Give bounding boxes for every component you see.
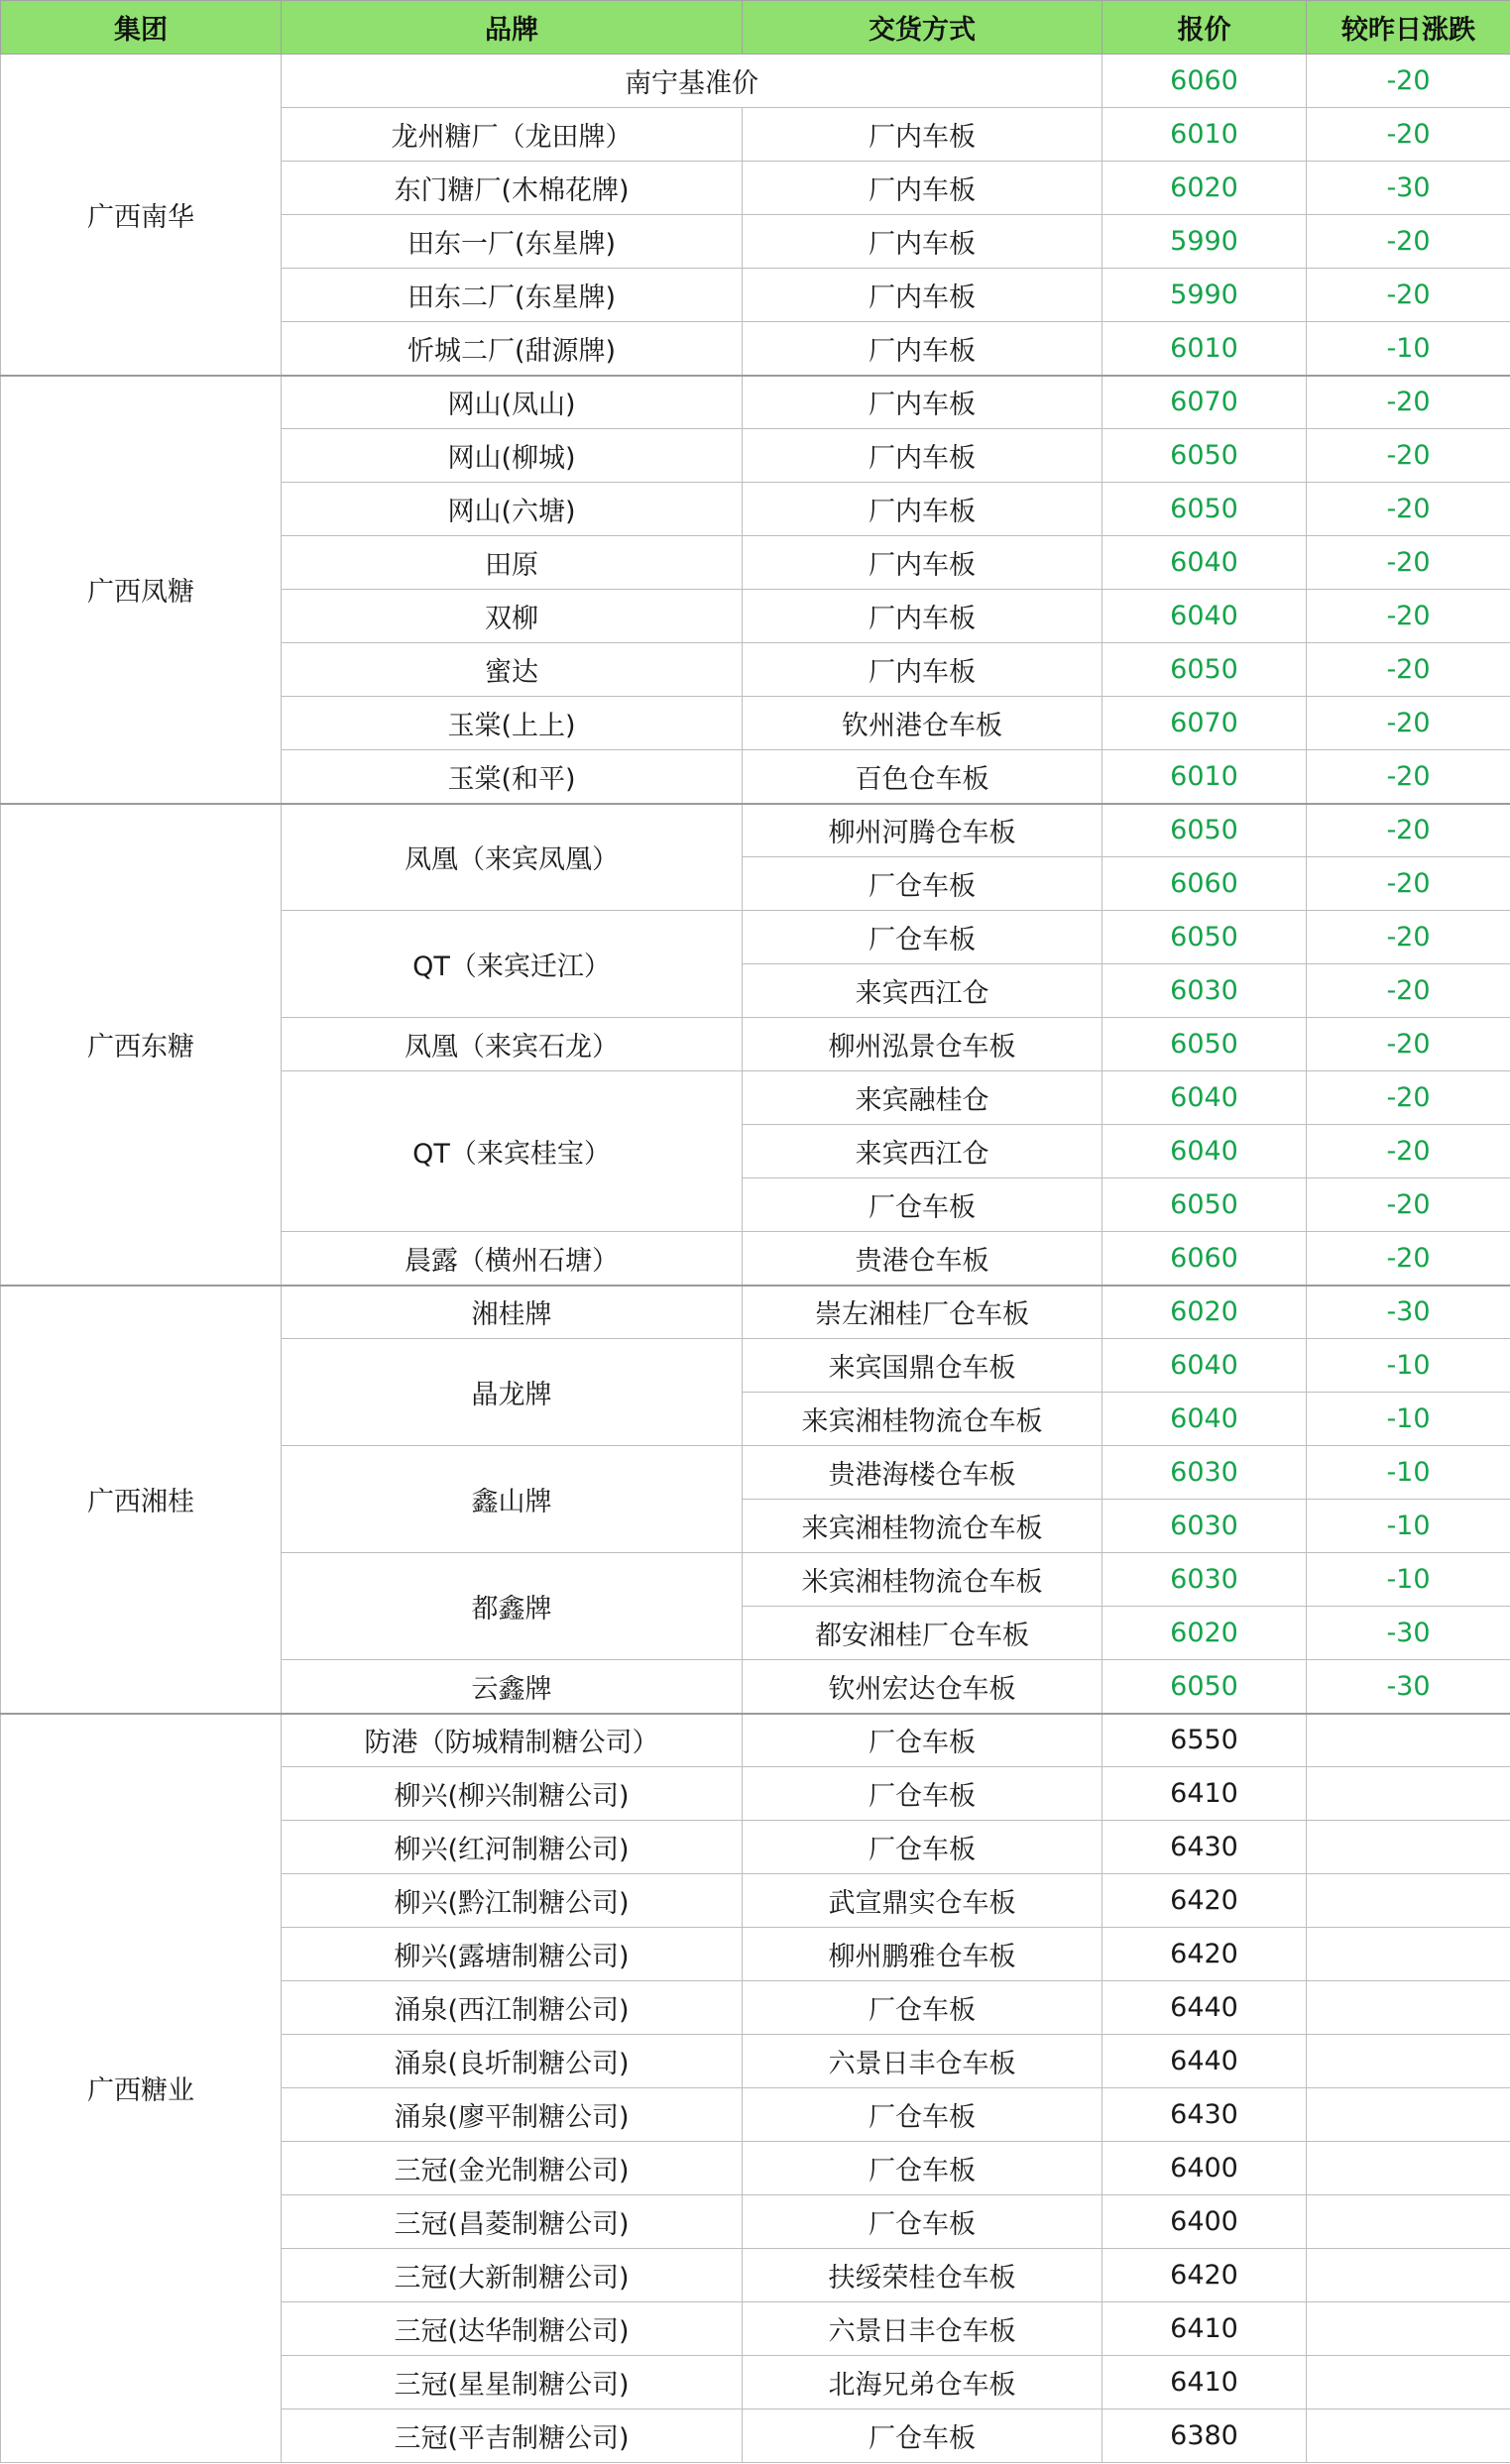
brand-cell: 三冠(大新制糖公司) bbox=[282, 2249, 743, 2302]
delivery-cell: 厂仓车板 bbox=[743, 1178, 1103, 1232]
change-cell: -10 bbox=[1307, 1553, 1510, 1607]
delivery-cell: 厂仓车板 bbox=[743, 2088, 1103, 2142]
delivery-cell: 柳州泓景仓车板 bbox=[743, 1018, 1103, 1071]
delivery-cell: 厂内车板 bbox=[743, 269, 1103, 322]
delivery-cell: 厂仓车板 bbox=[743, 1981, 1103, 2035]
change-cell: -20 bbox=[1307, 857, 1510, 911]
brand-cell: 柳兴(柳兴制糖公司) bbox=[282, 1767, 743, 1821]
delivery-cell: 扶绥荣桂仓车板 bbox=[743, 2249, 1103, 2302]
group-name-cell: 广西东糖 bbox=[1, 804, 282, 1286]
delivery-cell: 柳州鹏雅仓车板 bbox=[743, 1928, 1103, 1981]
group-name-cell: 广西糖业 bbox=[1, 1714, 282, 2463]
price-cell: 6050 bbox=[1103, 804, 1307, 857]
delivery-cell: 厂内车板 bbox=[743, 108, 1103, 162]
brand-cell: 三冠(金光制糖公司) bbox=[282, 2142, 743, 2195]
change-cell bbox=[1307, 2249, 1510, 2302]
brand-cell: QT（来宾桂宝） bbox=[282, 1071, 743, 1232]
price-cell: 6050 bbox=[1103, 429, 1307, 483]
change-cell: -20 bbox=[1307, 376, 1510, 429]
price-cell: 6440 bbox=[1103, 2035, 1307, 2088]
header-delivery: 交货方式 bbox=[743, 1, 1103, 55]
brand-cell: 南宁基准价 bbox=[282, 55, 1103, 108]
change-cell: -20 bbox=[1307, 911, 1510, 964]
delivery-cell: 贵港海楼仓车板 bbox=[743, 1446, 1103, 1500]
brand-cell: 三冠(昌菱制糖公司) bbox=[282, 2195, 743, 2249]
table-row bbox=[1, 376, 1510, 429]
change-cell: -20 bbox=[1307, 429, 1510, 483]
change-cell bbox=[1307, 2409, 1510, 2463]
change-cell: -20 bbox=[1307, 215, 1510, 269]
delivery-cell: 厂仓车板 bbox=[743, 1714, 1103, 1767]
delivery-cell: 都安湘桂厂仓车板 bbox=[743, 1607, 1103, 1660]
change-cell: -10 bbox=[1307, 1446, 1510, 1500]
brand-cell: 涌泉(良圻制糖公司) bbox=[282, 2035, 743, 2088]
price-cell: 6040 bbox=[1103, 590, 1307, 643]
price-cell: 6020 bbox=[1103, 162, 1307, 215]
brand-cell: 柳兴(露塘制糖公司) bbox=[282, 1928, 743, 1981]
brand-cell: 三冠(平吉制糖公司) bbox=[282, 2409, 743, 2463]
price-cell: 6010 bbox=[1103, 108, 1307, 162]
delivery-cell: 厂内车板 bbox=[743, 215, 1103, 269]
header-brand: 品牌 bbox=[282, 1, 743, 55]
delivery-cell: 来宾融桂仓 bbox=[743, 1071, 1103, 1125]
brand-cell: 云鑫牌 bbox=[282, 1660, 743, 1714]
brand-cell: 网山(六塘) bbox=[282, 483, 743, 536]
price-cell: 6050 bbox=[1103, 1660, 1307, 1714]
table-row bbox=[1, 1714, 1510, 1767]
change-cell: -20 bbox=[1307, 1125, 1510, 1178]
price-cell: 6010 bbox=[1103, 750, 1307, 804]
price-cell: 6410 bbox=[1103, 2356, 1307, 2409]
delivery-cell: 厂内车板 bbox=[743, 429, 1103, 483]
price-cell: 6040 bbox=[1103, 1071, 1307, 1125]
brand-cell: 双柳 bbox=[282, 590, 743, 643]
delivery-cell: 米宾湘桂物流仓车板 bbox=[743, 1553, 1103, 1607]
price-cell: 6030 bbox=[1103, 1446, 1307, 1500]
change-cell: -20 bbox=[1307, 1071, 1510, 1125]
delivery-cell: 厂内车板 bbox=[743, 162, 1103, 215]
table-body bbox=[1, 55, 1510, 2463]
price-cell: 6030 bbox=[1103, 1553, 1307, 1607]
change-cell bbox=[1307, 2195, 1510, 2249]
brand-cell: 玉棠(和平) bbox=[282, 750, 743, 804]
change-cell: -30 bbox=[1307, 1607, 1510, 1660]
price-cell: 6550 bbox=[1103, 1714, 1307, 1767]
group-name-cell: 广西南华 bbox=[1, 55, 282, 376]
brand-cell: 晶龙牌 bbox=[282, 1339, 743, 1446]
change-cell bbox=[1307, 2302, 1510, 2356]
delivery-cell: 来宾湘桂物流仓车板 bbox=[743, 1393, 1103, 1446]
delivery-cell: 来宾国鼎仓车板 bbox=[743, 1339, 1103, 1393]
header-change: 较昨日涨跌 bbox=[1307, 1, 1510, 55]
change-cell: -20 bbox=[1307, 590, 1510, 643]
delivery-cell: 六景日丰仓车板 bbox=[743, 2035, 1103, 2088]
price-cell: 6420 bbox=[1103, 1928, 1307, 1981]
brand-cell: 忻城二厂(甜源牌) bbox=[282, 322, 743, 376]
brand-cell: 涌泉(廖平制糖公司) bbox=[282, 2088, 743, 2142]
price-cell: 5990 bbox=[1103, 269, 1307, 322]
brand-cell: 柳兴(黔江制糖公司) bbox=[282, 1874, 743, 1928]
price-cell: 6440 bbox=[1103, 1981, 1307, 2035]
change-cell: -10 bbox=[1307, 1393, 1510, 1446]
delivery-cell: 厂内车板 bbox=[743, 643, 1103, 697]
change-cell: -20 bbox=[1307, 804, 1510, 857]
price-cell: 6020 bbox=[1103, 1286, 1307, 1339]
brand-cell: 三冠(星星制糖公司) bbox=[282, 2356, 743, 2409]
delivery-cell: 钦州宏达仓车板 bbox=[743, 1660, 1103, 1714]
change-cell bbox=[1307, 1767, 1510, 1821]
group-name-cell: 广西凤糖 bbox=[1, 376, 282, 804]
change-cell: -20 bbox=[1307, 1178, 1510, 1232]
delivery-cell: 厂仓车板 bbox=[743, 2409, 1103, 2463]
brand-cell: 三冠(达华制糖公司) bbox=[282, 2302, 743, 2356]
delivery-cell: 崇左湘桂厂仓车板 bbox=[743, 1286, 1103, 1339]
change-cell: -20 bbox=[1307, 536, 1510, 590]
brand-cell: 网山(柳城) bbox=[282, 429, 743, 483]
brand-cell: 凤凰（来宾石龙） bbox=[282, 1018, 743, 1071]
brand-cell: 鑫山牌 bbox=[282, 1446, 743, 1553]
change-cell bbox=[1307, 1874, 1510, 1928]
change-cell bbox=[1307, 1714, 1510, 1767]
delivery-cell: 武宣鼎实仓车板 bbox=[743, 1874, 1103, 1928]
header-group: 集团 bbox=[1, 1, 282, 55]
change-cell: -20 bbox=[1307, 643, 1510, 697]
delivery-cell: 厂仓车板 bbox=[743, 2195, 1103, 2249]
delivery-cell: 厂内车板 bbox=[743, 376, 1103, 429]
change-cell: -10 bbox=[1307, 1339, 1510, 1393]
group-name-cell: 广西湘桂 bbox=[1, 1286, 282, 1714]
price-cell: 6040 bbox=[1103, 536, 1307, 590]
price-cell: 6380 bbox=[1103, 2409, 1307, 2463]
price-cell: 6030 bbox=[1103, 964, 1307, 1018]
change-cell bbox=[1307, 2142, 1510, 2195]
brand-cell: 网山(凤山) bbox=[282, 376, 743, 429]
change-cell: -10 bbox=[1307, 1500, 1510, 1553]
price-cell: 6420 bbox=[1103, 1874, 1307, 1928]
change-cell bbox=[1307, 1821, 1510, 1874]
brand-cell: 田东一厂(东星牌) bbox=[282, 215, 743, 269]
price-cell: 6400 bbox=[1103, 2142, 1307, 2195]
price-cell: 6040 bbox=[1103, 1125, 1307, 1178]
price-cell: 6430 bbox=[1103, 1821, 1307, 1874]
price-cell: 6430 bbox=[1103, 2088, 1307, 2142]
delivery-cell: 六景日丰仓车板 bbox=[743, 2302, 1103, 2356]
brand-cell: 东门糖厂(木棉花牌) bbox=[282, 162, 743, 215]
table-row bbox=[1, 55, 1510, 108]
price-cell: 6050 bbox=[1103, 1018, 1307, 1071]
delivery-cell: 厂仓车板 bbox=[743, 1821, 1103, 1874]
brand-cell: 柳兴(红河制糖公司) bbox=[282, 1821, 743, 1874]
change-cell: -20 bbox=[1307, 750, 1510, 804]
price-cell: 6400 bbox=[1103, 2195, 1307, 2249]
brand-cell: 湘桂牌 bbox=[282, 1286, 743, 1339]
change-cell bbox=[1307, 2356, 1510, 2409]
delivery-cell: 厂内车板 bbox=[743, 483, 1103, 536]
change-cell: -20 bbox=[1307, 697, 1510, 750]
delivery-cell: 厂内车板 bbox=[743, 536, 1103, 590]
delivery-cell: 贵港仓车板 bbox=[743, 1232, 1103, 1286]
price-cell: 6010 bbox=[1103, 322, 1307, 376]
table-row bbox=[1, 1286, 1510, 1339]
header-row bbox=[1, 1, 1510, 55]
change-cell bbox=[1307, 2035, 1510, 2088]
brand-cell: 晨露（横州石塘） bbox=[282, 1232, 743, 1286]
price-cell: 6040 bbox=[1103, 1393, 1307, 1446]
price-cell: 6030 bbox=[1103, 1500, 1307, 1553]
price-cell: 6420 bbox=[1103, 2249, 1307, 2302]
header-price: 报价 bbox=[1103, 1, 1307, 55]
delivery-cell: 厂仓车板 bbox=[743, 911, 1103, 964]
change-cell: -20 bbox=[1307, 1018, 1510, 1071]
delivery-cell: 柳州河腾仓车板 bbox=[743, 804, 1103, 857]
delivery-cell: 来宾湘桂物流仓车板 bbox=[743, 1500, 1103, 1553]
price-cell: 6070 bbox=[1103, 376, 1307, 429]
price-cell: 6060 bbox=[1103, 857, 1307, 911]
price-cell: 6410 bbox=[1103, 1767, 1307, 1821]
change-cell: -20 bbox=[1307, 1232, 1510, 1286]
price-cell: 6050 bbox=[1103, 643, 1307, 697]
change-cell: -20 bbox=[1307, 964, 1510, 1018]
brand-cell: QT（来宾迁江） bbox=[282, 911, 743, 1018]
price-cell: 6070 bbox=[1103, 697, 1307, 750]
change-cell bbox=[1307, 2088, 1510, 2142]
brand-cell: 田原 bbox=[282, 536, 743, 590]
delivery-cell: 厂仓车板 bbox=[743, 1767, 1103, 1821]
delivery-cell: 钦州港仓车板 bbox=[743, 697, 1103, 750]
brand-cell: 蜜达 bbox=[282, 643, 743, 697]
change-cell: -30 bbox=[1307, 1286, 1510, 1339]
change-cell: -30 bbox=[1307, 1660, 1510, 1714]
change-cell: -20 bbox=[1307, 108, 1510, 162]
brand-cell: 凤凰（来宾凤凰） bbox=[282, 804, 743, 911]
brand-cell: 涌泉(西江制糖公司) bbox=[282, 1981, 743, 2035]
price-cell: 6020 bbox=[1103, 1607, 1307, 1660]
brand-cell: 龙州糖厂（龙田牌） bbox=[282, 108, 743, 162]
price-cell: 6060 bbox=[1103, 55, 1307, 108]
price-cell: 5990 bbox=[1103, 215, 1307, 269]
table-row bbox=[1, 804, 1510, 857]
change-cell: -20 bbox=[1307, 483, 1510, 536]
brand-cell: 都鑫牌 bbox=[282, 1553, 743, 1660]
price-cell: 6410 bbox=[1103, 2302, 1307, 2356]
delivery-cell: 厂内车板 bbox=[743, 322, 1103, 376]
change-cell: -30 bbox=[1307, 162, 1510, 215]
change-cell: -20 bbox=[1307, 55, 1510, 108]
delivery-cell: 百色仓车板 bbox=[743, 750, 1103, 804]
price-cell: 6050 bbox=[1103, 483, 1307, 536]
brand-cell: 田东二厂(东星牌) bbox=[282, 269, 743, 322]
price-cell: 6040 bbox=[1103, 1339, 1307, 1393]
change-cell: -20 bbox=[1307, 269, 1510, 322]
delivery-cell: 厂内车板 bbox=[743, 590, 1103, 643]
delivery-cell: 北海兄弟仓车板 bbox=[743, 2356, 1103, 2409]
brand-cell: 玉棠(上上) bbox=[282, 697, 743, 750]
change-cell: -10 bbox=[1307, 322, 1510, 376]
change-cell bbox=[1307, 1981, 1510, 2035]
price-cell: 6050 bbox=[1103, 911, 1307, 964]
change-cell bbox=[1307, 1928, 1510, 1981]
delivery-cell: 厂仓车板 bbox=[743, 857, 1103, 911]
price-cell: 6050 bbox=[1103, 1178, 1307, 1232]
delivery-cell: 来宾西江仓 bbox=[743, 1125, 1103, 1178]
price-cell: 6060 bbox=[1103, 1232, 1307, 1286]
brand-cell: 防港（防城精制糖公司） bbox=[282, 1714, 743, 1767]
delivery-cell: 厂仓车板 bbox=[743, 2142, 1103, 2195]
delivery-cell: 来宾西江仓 bbox=[743, 964, 1103, 1018]
